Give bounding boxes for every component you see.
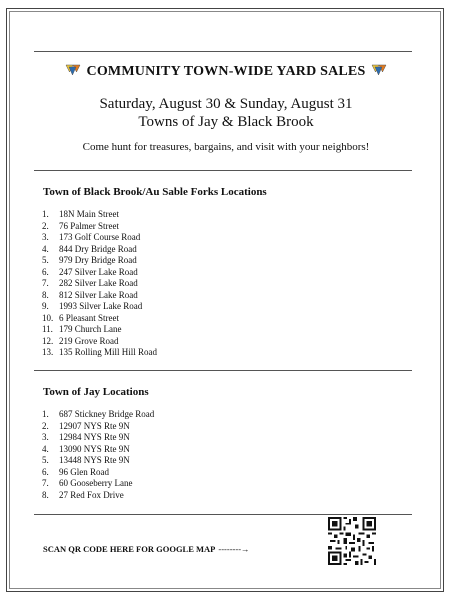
- list-item: 3. 12984 NYS Rte 9N: [42, 432, 130, 442]
- section-heading-black-brook: Town of Black Brook/Au Sable Forks Locations: [43, 186, 267, 198]
- list-item: 10. 6 Pleasant Street: [42, 312, 119, 323]
- list-item: 1. 687 Stickney Bridge Road: [42, 409, 155, 419]
- list-item: 11. 179 Church Lane: [42, 324, 122, 334]
- list-item: 1. 18N Main Street: [42, 209, 119, 219]
- list-item: 2. 76 Palmer Street: [42, 220, 119, 231]
- list-item: 9. 1993 Silver Lake Road: [42, 301, 143, 311]
- section-heading-jay: Town of Jay Locations: [43, 386, 149, 398]
- section-divider-2: [34, 370, 412, 371]
- list-item: 2. 12907 NYS Rte 9N: [42, 420, 130, 431]
- list-item: 6. 96 Glen Road: [42, 466, 109, 477]
- list-item: 6. 247 Silver Lake Road: [42, 266, 138, 277]
- title-text: COMMUNITY TOWN-WIDE YARD SALES: [86, 64, 366, 79]
- qr-code-icon[interactable]: [328, 517, 376, 565]
- scan-instruction: [43, 544, 250, 554]
- list-item: 4. 13090 NYS Rte 9N: [42, 443, 130, 454]
- arrow-right-icon: --------→: [218, 544, 250, 554]
- jay-location-list: [42, 409, 154, 501]
- dates: Saturday, August 30 & Sunday, August 31: [99, 96, 353, 112]
- list-item: 7. 60 Gooseberry Lane: [42, 478, 133, 488]
- towns: Towns of Jay & Black Brook: [138, 114, 314, 130]
- list-item: 5. 13448 NYS Rte 9N: [42, 455, 130, 465]
- list-item: 3. 173 Golf Course Road: [42, 232, 141, 242]
- list-item: 12. 219 Grove Road: [42, 335, 119, 346]
- bunting-icon-right: [371, 64, 387, 76]
- black-brook-location-list: [42, 209, 157, 359]
- top-divider: [34, 51, 412, 52]
- list-item: 4. 844 Dry Bridge Road: [42, 243, 137, 254]
- tagline: Come hunt for treasures, bargains, and visit with your neighbors!: [82, 141, 370, 153]
- list-item: 8. 27 Red Fox Drive: [42, 489, 124, 500]
- section-divider-1: [34, 170, 412, 171]
- list-item: 7. 282 Silver Lake Road: [42, 278, 138, 288]
- scan-label: SCAN QR CODE HERE FOR GOOGLE MAP: [43, 544, 216, 554]
- flyer-title: [0, 64, 452, 80]
- section-divider-3: [34, 514, 412, 515]
- list-item: 8. 812 Silver Lake Road: [42, 289, 138, 300]
- bunting-icon-left: [65, 64, 81, 76]
- list-item: 5. 979 Dry Bridge Road: [42, 255, 137, 265]
- list-item: 13. 135 Rolling Mill Hill Road: [42, 347, 158, 357]
